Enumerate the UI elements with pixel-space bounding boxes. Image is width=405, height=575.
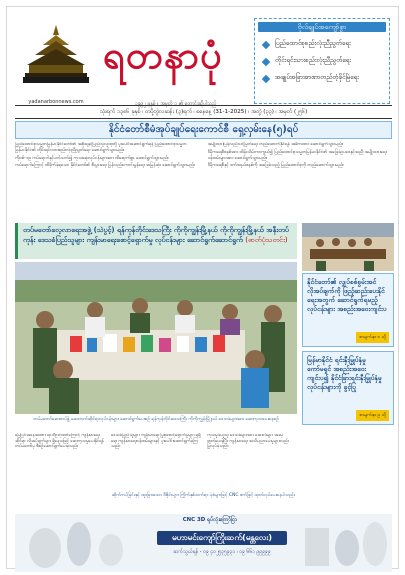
article-paragraph: ကုသမှုခံယူသူ ဒေသခံများအား ဆေးဝါးများ အခမဲ့ ထုတ်ပေးခဲ့ပြီး ကျန်းမာရေး အသိပညာပေးမှုများလည်း ပြုလုပ်ခဲ့သည်။ [207,433,290,450]
medical-camp-photo [15,262,297,414]
pagoda-logo-icon [21,23,91,85]
ad-intro: ဆိုက်ကပ်ခြင်းနှင့် ထူးခြားသော ဒီဇိုင်းများ ကြိုက်နှစ်သက်ရာ ပုံစံများဖြင့် CNC စက်ဖြင့် ထုတ်လုပ်ပေးနေပါသည်။ [111,493,296,498]
second-article-columns [15,433,297,487]
objective-item: အချုပ်အခြာအာဏာတည်တံ့ခိုင်မြဲရေး [258,74,386,83]
continued-page-link[interactable]: စာမျက်နှာ ၉ သို့ [356,410,389,421]
lead-article-columns [15,142,392,220]
article-paragraph: ကပ်ရောဂါကြောင့် ထိခိုက်ခဲ့ရသော နိုင်ငံတော်၏ စီးပွားရေး ပြန်လည်ကောင်းမွန်ရေး အမြန်ဆုံး ဆောင်ရွက်သွားမည်။ [15,163,196,169]
article-paragraph: ဒီမိုကရေစီစနစ်အား ထိန်းသိမ်းကာကွယ်၍ ပြည်ထောင်စုသမ္မတမြန်မာနိုင်ငံ၏ အခြေခံဥပဒေနှင့်အညီ အမျိုးသားရေးဝန်ထမ်းများအား ဆောင်ရွက်သွားမည်။ [207,149,387,161]
article-column [207,433,297,487]
article-paragraph: ကိုဗစ်-၁၉ ကပ်ရောဂါနှင့်ပတ်သက်၍ ကုသရေးလုပ်ငန်းများအား ထိရောက်စွာ ဆောင်ရွက်သွားမည်။ [15,155,169,161]
ad-brand: မဟာမင်းကျော်ကြိုးဆက်(မန္တလေး) [157,531,287,545]
ad-headline: CNC 3D ရုပ်လုံးကြော်ငြာ [182,517,238,523]
side-story-energy: နိုင်ငံတော်၏ လျှပ်စစ်စွမ်းအင် လိုအပ်ချက်ကို ဖြည့်ဆည်းပေးနိုင်ရေးအတွက် ဆောင်ရွက်ရမည့် လုပ်ငန်းများ အစည်းအဝေးကျင်းပ စာမျက်နှာ ၈ သို့ [302,273,394,347]
newspaper-title: ရတနာပုံ [103,32,223,77]
article-column [208,142,393,220]
masthead [15,21,247,107]
headline-source: (ဓာတ်ပုံသတင်း) [245,235,288,244]
continued-page-link[interactable]: စာမျက်နှာ ၈ သို့ [356,332,389,343]
article-column [15,142,200,220]
article-column [15,433,105,487]
website-url[interactable]: yadanarbonnews.com [28,99,84,105]
diamond-bullet-icon [262,57,270,65]
ad-phone: ဆက်သွယ်ရန် - ၀၉ ၄၀၂၅၃၅၉၃၁ ၊ ၀၉ ၆၆၁ ၉၉၉၉၉ [173,549,271,555]
photo-caption: တပ်မတော်ဆေးတပ်ဖွဲ့ ဆေးဘက်ဆိုင်ရာလုပ်ငန်းများ ဆောင်ရွက်ပေးစဉ် ရန်ကုန်တိုင်းဒေသကြီး ကိုကိုကျွန်းမြို့နယ် ဒေသခံများအား ဆေးကုသပေးနေစဉ် [33,417,279,422]
article-paragraph: အမျိုးသားပြန်လည်သင့်မြတ်ရေး တည်ဆောက်နိုင်ရန် အဓိကထား ဆောင်ရွက်သွားမည်။ [207,142,344,147]
cnc-advertisement [15,514,392,572]
meeting-photo [302,223,394,271]
side-story-investment: မြန်မာနိုင်ငံ ရင်းနှီးမြှုပ်နှံမှုကော်မရှင် အစည်းအဝေး ကျင်းပ၍ နိုင်ငံခြားရင်းနှီးမြှုပ်နှံမှု လုပ်ငန်းများကို ခွင့်ပြု စာမျက်နှာ ၉ သို့ [302,351,394,425]
diamond-bullet-icon [262,74,270,82]
photo-illustration [15,262,297,414]
objective-item: တိုင်းရင်းသားစည်းလုံးညီညွတ်ရေး [258,57,386,66]
article-paragraph: ဒီမိုကရေစီနှင့် ဖက်ဒရယ်စနစ်ကို အခြေခံသည့် ပြည်ထောင်စုကို တည်ဆောက်သွားမည်။ [207,163,344,169]
masthead-tagline: ၁၉၉၂ ခုနှစ် ။ အမှတ် ၁ ၏ တောင်းဆိုပါသည် [135,101,217,107]
date-line: သုံးရက် ၁၃၈၆ ခုနှစ် ၊ တပို့တွဲလဆန်း (၃)ရက် ၊ စနေနေ့ (31-1-2025) ၊ အတွဲ (၃၃) ၊ အမှတ် (၂၅၆) [15,105,392,119]
second-headline: တပ်မတော်လေ့လာရေးအဖွဲ့ (သဲပွင့်) ရန်ကုန်တိုင်းဒေသကြီး ကိုကိုကျွန်းမြို့နယ် ကိုကိုကျွန်းမြို့နယ် အနီးတပ်ကုန်း ဒေသခံပြည်သူများ ကျန်းမာရေးစောင့်ရှောက်မှု လုပ်ငန်းများ ဆောင်ရွက်ဆောင်ရွက် (ဓာတ်ပုံသတင်း) [15,223,297,259]
objectives-box [254,18,390,104]
newspaper-page [6,6,399,569]
meeting-illustration [302,223,394,271]
article-column [111,433,201,487]
article-paragraph: ပြည်ထောင်စုသမ္မတမြန်မာနိုင်ငံတော်၏ အစိုးရနှင့်ပြည်သူလူထုတို့ ပူးပေါင်းဆောင်ရွက်ရန် ပြည်ထောင်စုသမ္မတမြန်မာနိုင်ငံ၏ တိုင်းရင်းသားစည်းလုံးညီညွတ်ရေး ဆောင်ရွက်သွားမည်။ [15,142,187,153]
article-paragraph: ဒေသခံပြည်သူများ ကျန်းမာရေး ပြုစုစောင့်ရှောက်မှုများ ရရှိရေး ကျန်းမာရေးဝန်ထမ်းများနှင့် ပူးပေါင်းဆောင်ရွက်ခဲ့ကြသည်။ [111,433,201,450]
diamond-bullet-icon [262,40,270,48]
lead-headline: နိုင်ငံတော်စီမံအုပ်ချုပ်ရေးကောင်စီ ရှေ့လှမ်းနေ(၅)ရပ် [15,121,392,139]
article-paragraph: မြေပြင်အနေအထား ရာသီဥတုဒဏ်ကြောင့် ကျန်းမာရေးဆိုင်ရာ လိုအပ်ချက်များ ရှိနေသဖြင့် ဆေးကုသမှုပေးနိုင်ရန် တပ်မတော်မှ စီစဉ်ဆောင်ရွက်ပေးခဲ့သည်။ [15,433,104,450]
objective-item: ပြည်ထောင်စုစည်းလုံးညီညွတ်ရေး [258,40,386,49]
objectives-heading: ဗိုလ်ချုပ်အကျော်စွာ [258,22,386,32]
